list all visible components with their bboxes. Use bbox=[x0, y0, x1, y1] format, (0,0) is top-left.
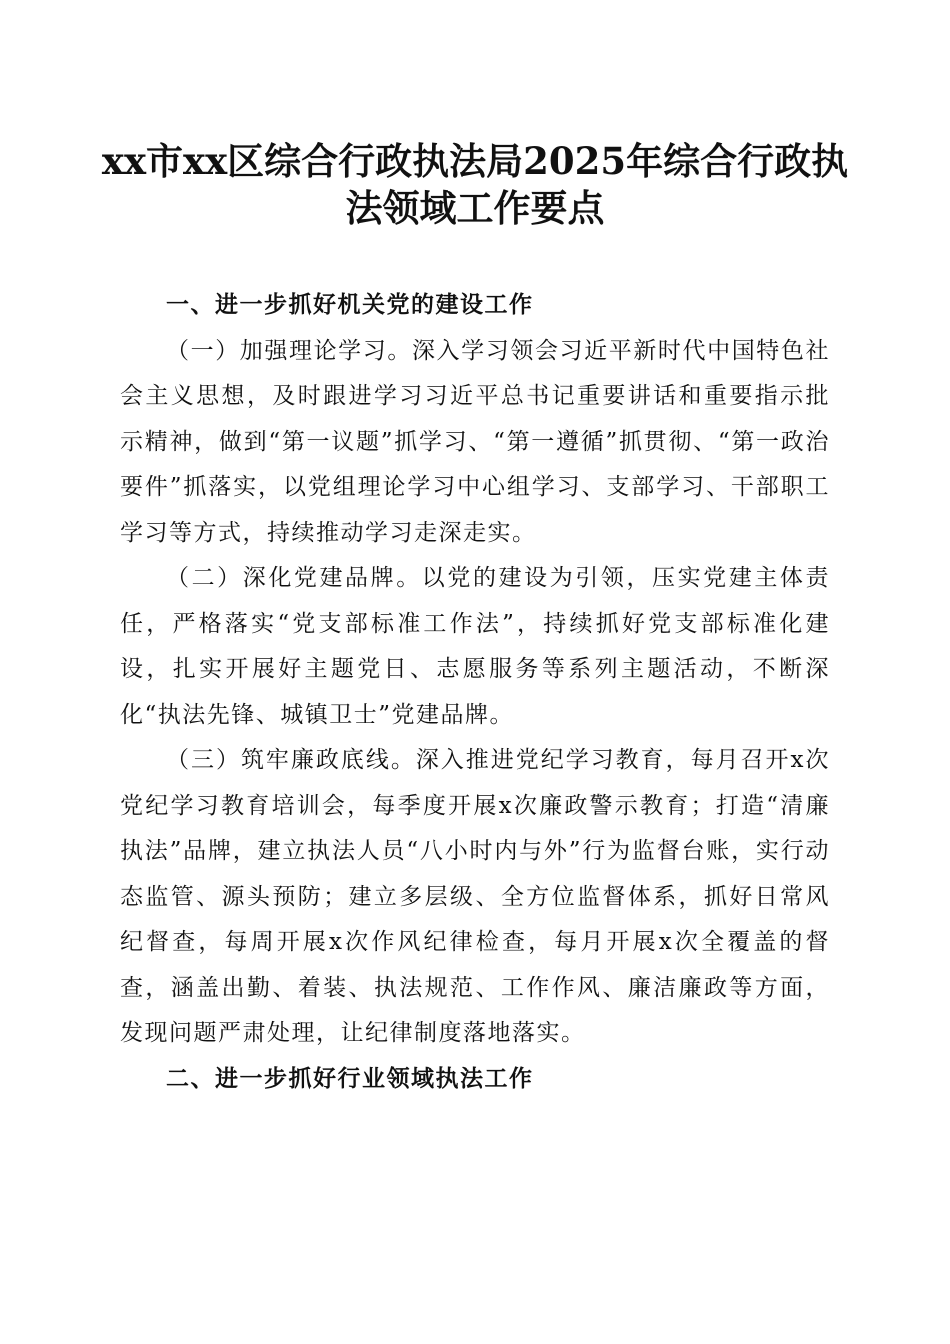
paragraph-1-3: （三）筑牢廉政底线。深入推进党纪学习教育，每月召开x次党纪学习教育培训会，每季度开展x次廉政警示教育；打造“清廉执法”品牌，建立执法人员“八小时内与外”行为监督台账，实行动态监管、源头预防；建立多层级、全方位监督体系，抓好日常风纪督查，每周开展x次作风纪律检查，每月开展x次全覆盖的督查，涵盖出勤、着装、执法规范、工作作风、廉洁廉政等方面，发现问题严肃处理，让纪律制度落地落实。 bbox=[120, 747, 830, 1046]
paragraph-1-1: （一）加强理论学习。深入学习领会习近平新时代中国特色社会主义思想，及时跟进学习习近平总书记重要讲话和重要指示批示精神，做到“第一议题”抓学习、“第一遵循”抓贯彻、“第一政治要件”抓落实，以党组理论学习中心组学习、支部学习、干部职工学习等方式，持续推动学习走深走实。 bbox=[120, 337, 830, 546]
section-heading-1: 一、进一步抓好机关党的建设工作 bbox=[166, 292, 534, 318]
document-body bbox=[120, 283, 830, 1102]
document-title bbox=[100, 138, 850, 232]
paragraph-1-2: （二）深化党建品牌。以党的建设为引领，压实党建主体责任，严格落实“党支部标准工作法”，持续抓好党支部标准化建设，扎实开展好主题党日、志愿服务等系列主题活动，不断深化“执法先锋、城镇卫士”党建品牌。 bbox=[120, 565, 830, 728]
section-heading-2: 二、进一步抓好行业领域执法工作 bbox=[166, 1065, 534, 1092]
title-line-2: 法领域工作要点 bbox=[345, 186, 605, 230]
title-line-1: xx市xx区综合行政执法局2025年综合行政执 bbox=[101, 139, 849, 183]
